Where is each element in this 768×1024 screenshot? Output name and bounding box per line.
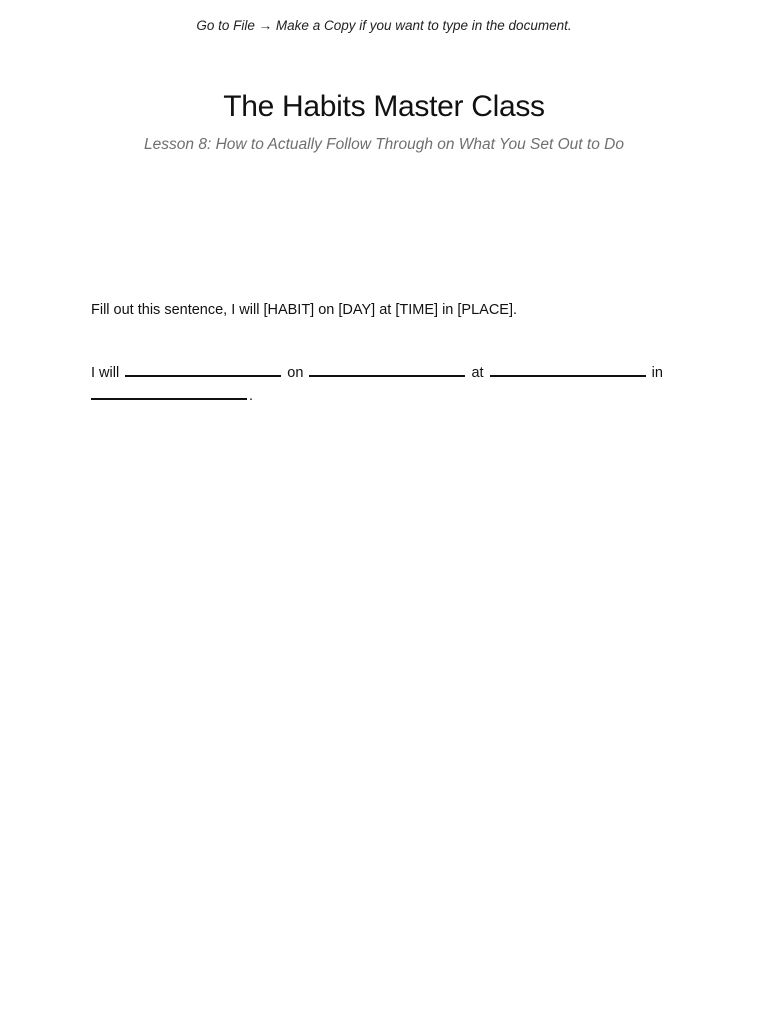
sentence-i-will: I will <box>91 365 120 381</box>
fill-prompt: Fill out this sentence, I will [HABIT] on [DAY] at [TIME] in [PLACE]. <box>91 302 518 318</box>
sentence-end: . <box>249 388 254 404</box>
place-blank[interactable] <box>91 384 247 400</box>
habit-blank[interactable] <box>125 361 281 377</box>
document-title: The Habits Master Class <box>223 90 545 123</box>
copy-instruction: Go to File → Make a Copy if you want to type in the document. <box>196 18 572 33</box>
sentence-on: on <box>287 365 304 381</box>
sentence-at: at <box>471 365 484 381</box>
habit-sentence <box>91 361 671 407</box>
document-subtitle: Lesson 8: How to Actually Follow Through on What You Set Out to Do <box>144 136 624 153</box>
time-blank[interactable] <box>490 361 646 377</box>
day-blank[interactable] <box>309 361 465 377</box>
sentence-in: in <box>651 365 663 381</box>
